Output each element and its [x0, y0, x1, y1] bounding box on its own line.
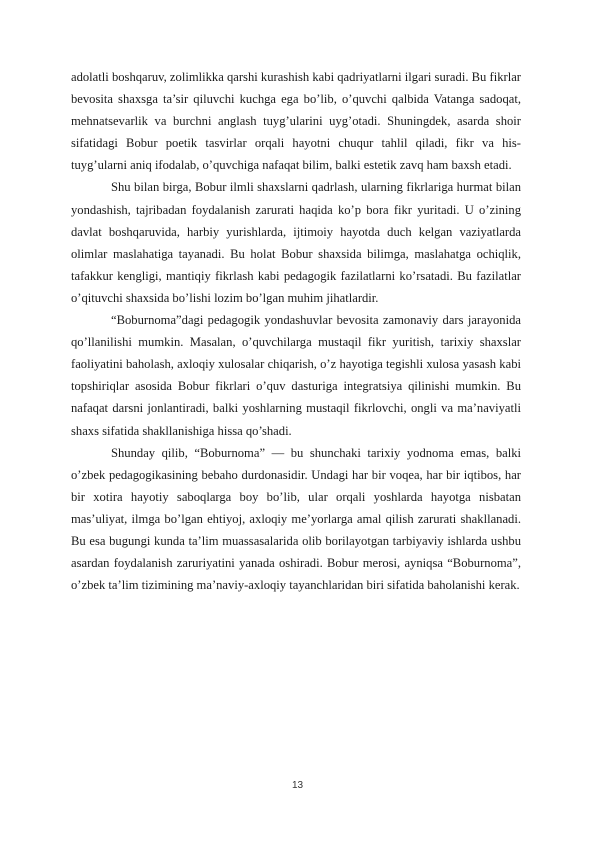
- paragraph: Shu bilan birga, Bobur ilmli shaxslarni qadrlash, ularning fikrlariga hurmat bilan yondashish, tajribadan foydalanish zarurati haqida ko’p bora fikr yuritadi. U o’zining davlat boshqaruvida, harbiy yurishlarda, ijtimoiy hayotda duch kelgan vaziyatlarda olimlar maslahatiga tayanadi. Bu holat Bobur shaxsida bilimga, maslahatga ochiqlik, tafakkur kengligi, mantiqiy fikrlash kabi pedagogik fazilatlarni ko’rsatadi. Bu fazilatlar o’qituvchi shaxsida bo’lishi lozim bo’lgan muhim jihatlardir.: [71, 180, 521, 305]
- paragraph: “Boburnoma”dagi pedagogik yondashuvlar bevosita zamonaviy dars jarayonida qo’llanilishi mumkin. Masalan, o’quvchilarga mustaqil fikr yuritish, tarixiy shaxslar faoliyatini baholash, axloqiy xulosalar chiqarish, o’z hayotiga tegishli xulosa yasash kabi topshiriqlar asosida Bobur fikrlari o’quv dasturiga integratsiya qilinishi mumkin. Bu nafaqat darsni jonlantiradi, balki yoshlarning mustaqil fikrlovchi, ongli va ma’naviyatli shaxs sifatida shakllanishiga hissa qo’shadi.: [71, 313, 521, 438]
- paragraph: Shunday qilib, “Boburnoma” — bu shunchaki tarixiy yodnoma emas, balki o’zbek pedagogikasining bebaho durdonasidir. Undagi har bir voqea, har bir iqtibos, har bir xotira hayotiy saboqlarga boy bo’lib, ular orqali yoshlarda hayotga nisbatan mas’uliyat, ilmga bo’lgan ehtiyoj, axloqiy me’yorlarga amal qilish zarurati shakllanadi. Bu esa bugungi kunda ta’lim muassasalarida olib borilayotgan tarbiyaviy ishlarda ushbu asardan foydalanish zaruriyatini yanada oshiradi. Bobur merosi, ayniqsa “Boburnoma”, o’zbek ta’lim tizimining ma’naviy-axloqiy tayanchlaridan biri sifatida baholanishi kerak.: [71, 445, 521, 593]
- paragraph-continuation: adolatli boshqaruv, zolimlikka qarshi kurashish kabi qadriyatlarni ilgari suradi. Bu fikrlar bevosita shaxsga ta’sir qiluvchi kuchga ega bo’lib, o’quvchi qalbida Vatanga sadoqat, mehnatsevarlik va burchni anglash tuyg’ularini uyg’otadi. Shuningdek, asarda shoir sifatidagi Bobur poetik tasvirlar orqali hayotni chuqur tahlil qiladi, fikr va his-tuyg’ularni aniq ifodalab, o’quvchiga nafaqat bilim, balki estetik zavq ham baxsh etadi.: [71, 70, 521, 173]
- page-number: 13: [291, 780, 304, 791]
- body-text: [71, 66, 521, 596]
